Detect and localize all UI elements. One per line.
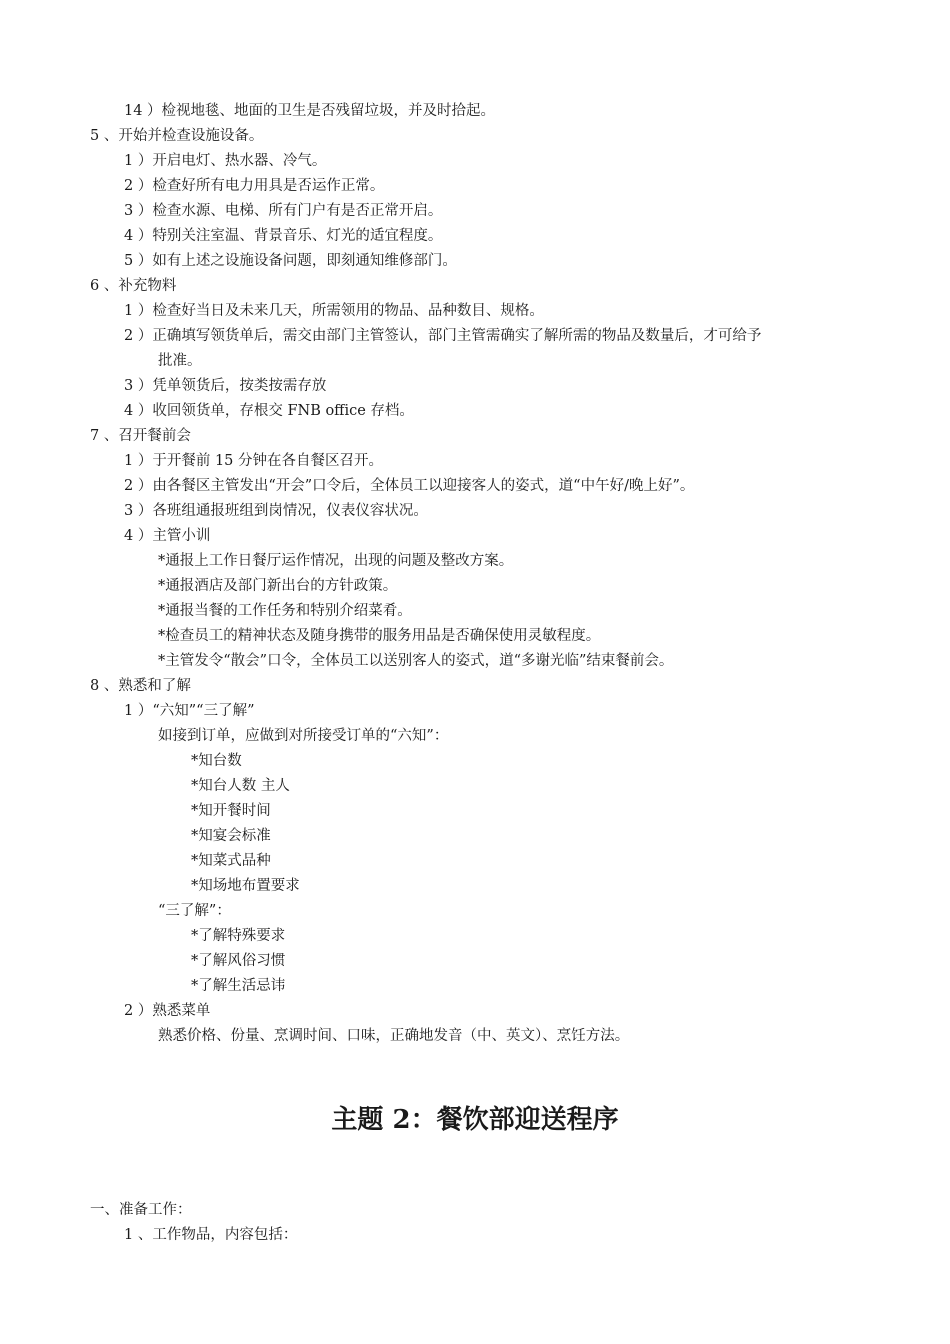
text-line: 4 ）收回领货单，存根交 FNB office 存档。: [124, 403, 414, 419]
text-line: 熟悉价格、份量、烹调时间、口味，正确地发音（中、英文）、烹饪方法。: [158, 1028, 630, 1044]
text-line: *知菜式品种: [191, 853, 271, 869]
text-line: 5 ）如有上述之设施设备问题，即刻通知维修部门。: [124, 253, 457, 269]
text-line: *主管发令“散会”口令，全体员工以送别客人的姿式，道“多谢光临”结束餐前会。: [158, 653, 674, 669]
text-line: 4 ）主管小训: [124, 528, 211, 544]
text-line: *通报上工作日餐厅运作情况，出现的问题及整改方案。: [158, 553, 514, 569]
text-line: *通报当餐的工作任务和特别介绍菜肴。: [158, 603, 412, 619]
text-line: *通报酒店及部门新出台的方针政策。: [158, 578, 398, 594]
text-line: *检查员工的精神状态及随身携带的服务用品是否确保使用灵敏程度。: [158, 628, 601, 644]
text-line: *了解特殊要求: [191, 928, 286, 944]
text-line: 2 ）由各餐区主管发出“开会”口令后，全体员工以迎接客人的姿式，道“中午好/晚上好”。: [124, 478, 695, 494]
text-line: 7 、召开餐前会: [90, 428, 191, 444]
text-line: *知台数: [191, 753, 242, 769]
text-line: 3 ）凭单领货后，按类按需存放: [124, 378, 327, 394]
text-line: 一、准备工作：: [90, 1202, 192, 1218]
text-line: 1 ）于开餐前 15 分钟在各自餐区召开。: [124, 453, 384, 469]
text-line: “三了解”：: [158, 903, 231, 919]
section-title: 主题 2：餐饮部迎送程序: [331, 1105, 619, 1135]
text-line: 3 ）各班组通报班组到岗情况，仪表仪容状况。: [124, 503, 428, 519]
text-line: 批准。: [158, 353, 202, 369]
text-line: 8 、熟悉和了解: [90, 678, 191, 694]
text-line: 1 ）开启电灯、热水器、冷气。: [124, 153, 327, 169]
text-line: 14 ）检视地毯、地面的卫生是否残留垃圾，并及时拾起。: [124, 103, 496, 119]
text-line: *知开餐时间: [191, 803, 271, 819]
text-line: 2 ）正确填写领货单后，需交由部门主管签认，部门主管需确实了解所需的物品及数量后，才可给予: [124, 328, 762, 344]
text-line: 如接到订单，应做到对所接受订单的“六知”：: [158, 728, 449, 744]
text-line: 3 ）检查水源、电梯、所有门户有是否正常开启。: [124, 203, 443, 219]
text-line: *知宴会标准: [191, 828, 271, 844]
text-line: *知场地布置要求: [191, 878, 300, 894]
text-line: 2 ）熟悉菜单: [124, 1003, 211, 1019]
text-line: *知台人数 主人: [191, 778, 290, 794]
text-line: *了解生活忌讳: [191, 978, 286, 994]
text-line: 1 、工作物品，内容包括：: [124, 1227, 298, 1243]
text-line: 4 ）特别关注室温、背景音乐、灯光的适宜程度。: [124, 228, 443, 244]
text-line: 1 ）检查好当日及未来几天，所需领用的物品、品种数目、规格。: [124, 303, 544, 319]
text-line: 6 、补充物料: [90, 278, 177, 294]
text-line: *了解风俗习惯: [191, 953, 286, 969]
text-line: 1 ）“六知”“三了解”: [124, 703, 255, 719]
text-line: 5 、开始并检查设施设备。: [90, 128, 264, 144]
text-line: 2 ）检查好所有电力用具是否运作正常。: [124, 178, 385, 194]
